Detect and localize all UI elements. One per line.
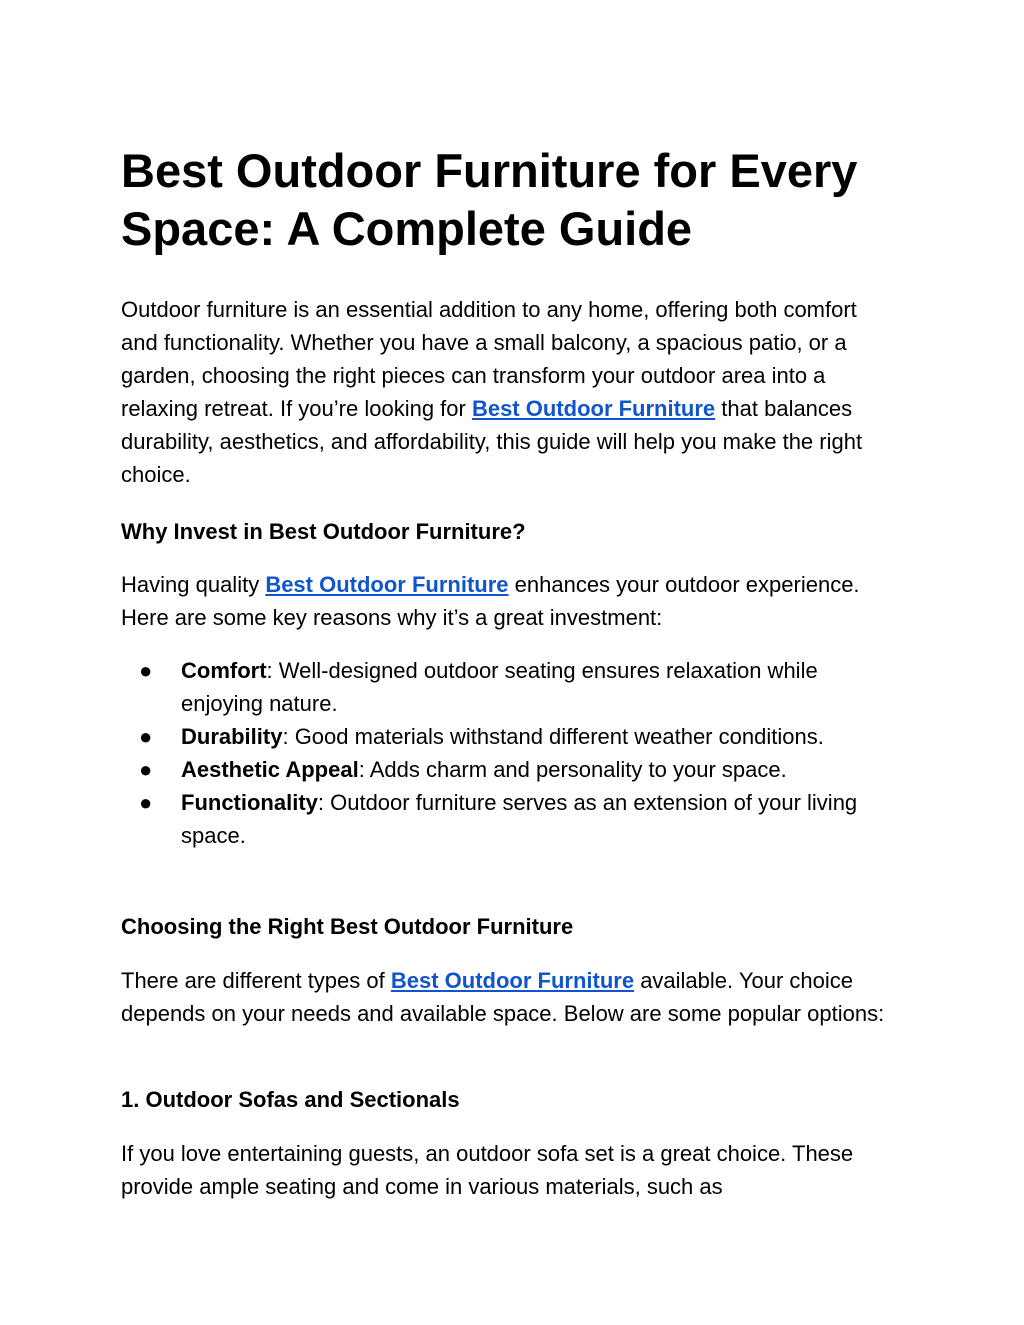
why-invest-text-before: Having quality [121, 572, 266, 597]
bullet-icon: ● [139, 790, 153, 815]
intro-paragraph [121, 293, 896, 491]
page-title: Best Outdoor Furniture for Every Space: A Complete Guide [121, 144, 858, 255]
why-invest-paragraph [121, 568, 896, 634]
list-item-term: Functionality [181, 790, 318, 815]
list-item-text: : Good materials withstand different weather conditions. [282, 724, 824, 749]
list-item [121, 786, 896, 852]
intro-text-before: Outdoor furniture is an essential addition to any home, offering both comfort and functionality. Whether you have a small balcony, a spacious patio, or a garden, choosing the right pieces can transform your outdoor area into a relaxing retreat. If you’re looking for [121, 297, 857, 421]
list-item-text: : Outdoor furniture serves as an extension of your living space. [181, 790, 858, 848]
section-heading-choosing: Choosing the Right Best Outdoor Furniture [121, 914, 574, 939]
list-item-text: : Well-designed outdoor seating ensures relaxation while enjoying nature. [181, 658, 818, 716]
bullet-icon: ● [139, 724, 153, 749]
sofas-paragraph: If you love entertaining guests, an outdoor sofa set is a great choice. These provide ample seating and come in various materials, such as [121, 1141, 854, 1199]
choosing-link[interactable]: Best Outdoor Furniture [390, 968, 635, 993]
choosing-paragraph [121, 964, 896, 1030]
section-heading-sofas: 1. Outdoor Sofas and Sectionals [121, 1087, 460, 1112]
list-item [121, 753, 896, 786]
why-invest-link[interactable]: Best Outdoor Furniture [265, 572, 509, 597]
intro-link[interactable]: Best Outdoor Furniture [471, 396, 716, 421]
why-invest-text-after: enhances your outdoor experience. Here are some key reasons why it’s a great investment: [121, 572, 860, 630]
list-item-term: Comfort [181, 658, 267, 683]
list-item [121, 654, 896, 720]
choosing-text-after: available. Your choice depends on your needs and available space. Below are some popular options: [121, 968, 885, 1026]
choosing-text-before: There are different types of [121, 968, 391, 993]
section-heading-why-invest: Why Invest in Best Outdoor Furniture? [121, 519, 526, 544]
intro-text-after: that balances durability, aesthetics, and affordability, this guide will help you make the right choice. [121, 396, 863, 487]
bullet-icon: ● [139, 658, 153, 683]
bullet-icon: ● [139, 757, 153, 782]
list-item-term: Aesthetic Appeal [181, 757, 359, 782]
reasons-list [121, 654, 896, 852]
list-item-term: Durability [181, 724, 283, 749]
list-item-text: : Adds charm and personality to your space. [358, 757, 787, 782]
list-item [121, 720, 896, 753]
